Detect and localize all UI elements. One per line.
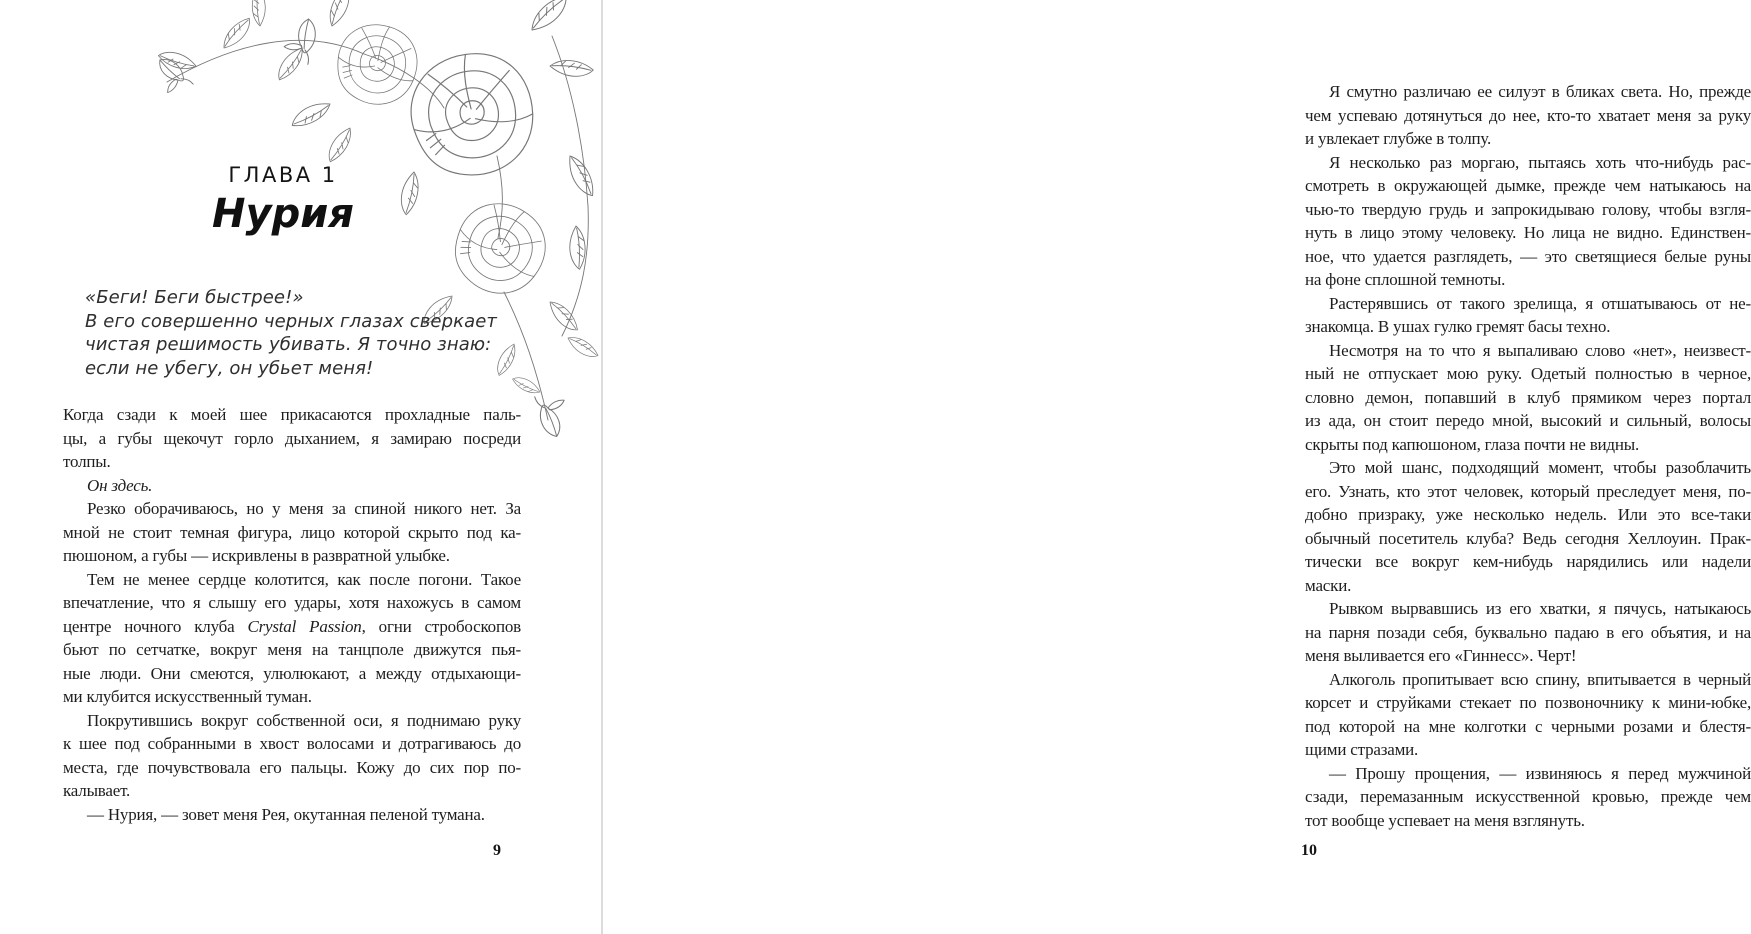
body-line: тически все вокруг кем-нибудь нарядились или надели — [1305, 552, 1751, 571]
body-text-right — [1305, 80, 1751, 832]
regular-text: центре ночного клуба — [63, 616, 248, 636]
body-line: маски. — [1305, 575, 1352, 595]
paragraph — [1305, 80, 1751, 151]
body-line: Покрутившись вокруг собственной оси, я поднимаю руку — [87, 710, 521, 730]
body-line: корсет и струйками стекает по позвоночнику к мини-юбке, — [1305, 693, 1751, 712]
body-line: Тем не менее сердце колотится, как после погони. Такое — [87, 569, 521, 589]
chapter-heading — [63, 163, 503, 237]
left-page — [0, 0, 602, 934]
body-line: обычный посетитель клуба? Ведь сегодня Хеллоуин. Прак- — [1305, 528, 1751, 548]
body-text-left — [63, 403, 521, 826]
page-number-left: 9 — [493, 842, 501, 859]
body-line: Резко оборачиваюсь, но у меня за спиной никого нет. За — [87, 499, 521, 518]
body-line: добно призраку, уже несколько недель. Или это все-таки — [1305, 505, 1751, 524]
paragraph — [1305, 597, 1751, 668]
paragraph — [1305, 668, 1751, 762]
paragraph — [63, 403, 521, 474]
body-line: Я смутно различаю ее силуэт в бликах света. Но, прежде — [1329, 82, 1751, 101]
body-line: сзади, перемазанным искусственной кровью, прежде чем — [1305, 787, 1751, 806]
body-line: бьют по сетчатке, вокруг меня на танцполе движутся пья- — [63, 640, 521, 659]
body-line: чью-то твердую грудь и запрокидываю голову, чтобы взгля- — [1305, 199, 1751, 219]
body-line: словно демон, попавший в клуб прямиком через портал — [1305, 387, 1751, 407]
paragraph — [1305, 339, 1751, 457]
body-line: чем успеваю дотянуться до нее, кто-то хватает меня за руку — [1305, 105, 1751, 125]
epigraph-line: если не убегу, он убьет меня! — [85, 357, 374, 379]
body-line: Когда сзади к моей шее прикасаются прохладные паль- — [63, 405, 521, 424]
body-line: — Прошу прощения, — извиняюсь я перед мужчиной — [1329, 763, 1751, 783]
body-line: Рывком вырвавшись из его хватки, я пячусь, натыкаюсь — [1329, 599, 1751, 618]
body-line: под которой на мне колготки с черными розами и блестя- — [1305, 716, 1751, 736]
epigraph-line: В его совершенно черных глазах сверкает — [85, 310, 497, 332]
body-line: Алкоголь пропитывает всю спину, впитывается в черный — [1329, 669, 1751, 689]
body-line: места, где почувствовала его пальцы. Кожу до сих пор по- — [63, 757, 521, 777]
body-line: мной не стоит темная фигура, лицо которой скрыто под ка- — [63, 522, 521, 542]
body-line: ный не отпускает мою руку. Одетый полностью в черное, — [1305, 364, 1751, 383]
body-line: нуть в лицо этому человеку. Но лица не видно. Единствен- — [1305, 223, 1751, 242]
body-line: на фоне сплошной темноты. — [1305, 270, 1506, 289]
body-line: Растерявшись от такого зрелища, я отшатываюсь от не- — [1329, 293, 1751, 313]
chapter-title: Нурия — [212, 191, 354, 237]
body-line: цы, а губы щекочут горло дыханием, я замираю посреди — [63, 428, 521, 448]
epigraph — [85, 286, 505, 380]
paragraph — [63, 803, 521, 827]
body-line: калывает. — [63, 781, 131, 800]
body-line: меня выливается его «Гиннесс». Черт! — [1305, 646, 1577, 665]
regular-text: , огни стробоскопов — [361, 616, 521, 636]
epigraph-line: чистая решимость убивать. Я точно знаю: — [85, 334, 492, 355]
paragraph — [1305, 762, 1751, 833]
chapter-label: ГЛАВА 1 — [228, 163, 338, 187]
body-line: Я несколько раз моргаю, пытаясь хоть что-нибудь рас- — [1329, 152, 1751, 172]
body-line: — Нурия, — зовет меня Рея, окутанная пеленой тумана. — [87, 804, 485, 824]
right-page — [602, 0, 1751, 934]
paragraph — [63, 497, 521, 568]
body-line: ми клубится искусственный туман. — [63, 687, 312, 706]
body-line: к шее под собранными в хвост волосами и дотрагиваюсь до — [63, 734, 521, 753]
body-line: его. Узнать, кто этот человек, который преследует меня, по- — [1305, 481, 1751, 501]
paragraph — [1305, 292, 1751, 339]
italic-text: Crystal Passion — [247, 616, 362, 636]
body-line: Он здесь. — [87, 475, 153, 495]
body-line: смотреть в окружающей дымке, прежде чем натыкаюсь на — [1305, 176, 1751, 195]
body-line: на парня позади себя, буквально падаю в его объятия, и на — [1305, 622, 1751, 642]
body-line — [63, 615, 521, 639]
body-line: из ада, он стоит передо мной, высокий и сильный, волосы — [1305, 411, 1751, 430]
paragraph — [63, 568, 521, 709]
paragraph — [63, 474, 521, 498]
body-line: ные люди. Они смеются, улюлюкают, а между отдыхающи- — [63, 663, 521, 683]
body-line: знакомца. В ушах гулко гремят басы техно. — [1305, 317, 1611, 336]
body-line: Это мой шанс, подходящий момент, чтобы разоблачить — [1329, 458, 1751, 477]
body-line: и увлекает глубже в толпу. — [1305, 129, 1492, 148]
epigraph-line: «Беги! Беги быстрее!» — [85, 287, 304, 308]
body-line: впечатление, что я слышу его удары, хотя нахожусь в самом — [63, 593, 521, 612]
body-line: пюшоном, а губы — искривлены в развратной улыбке. — [63, 546, 450, 565]
body-line: тот вообще успевает на меня взглянуть. — [1305, 810, 1585, 830]
paragraph — [63, 709, 521, 803]
body-line: ное, что удается разглядеть, — это светящиеся белые руны — [1305, 246, 1751, 266]
paragraph — [1305, 456, 1751, 597]
paragraph — [1305, 151, 1751, 292]
page-number-right: 10 — [1301, 842, 1317, 859]
body-line: щими стразами. — [1305, 740, 1419, 759]
body-line: толпы. — [63, 452, 111, 471]
body-line: Несмотря на то что я выпаливаю слово «нет», неизвест- — [1329, 340, 1751, 360]
body-line: скрыты под капюшоном, глаза почти не видны. — [1305, 434, 1640, 454]
